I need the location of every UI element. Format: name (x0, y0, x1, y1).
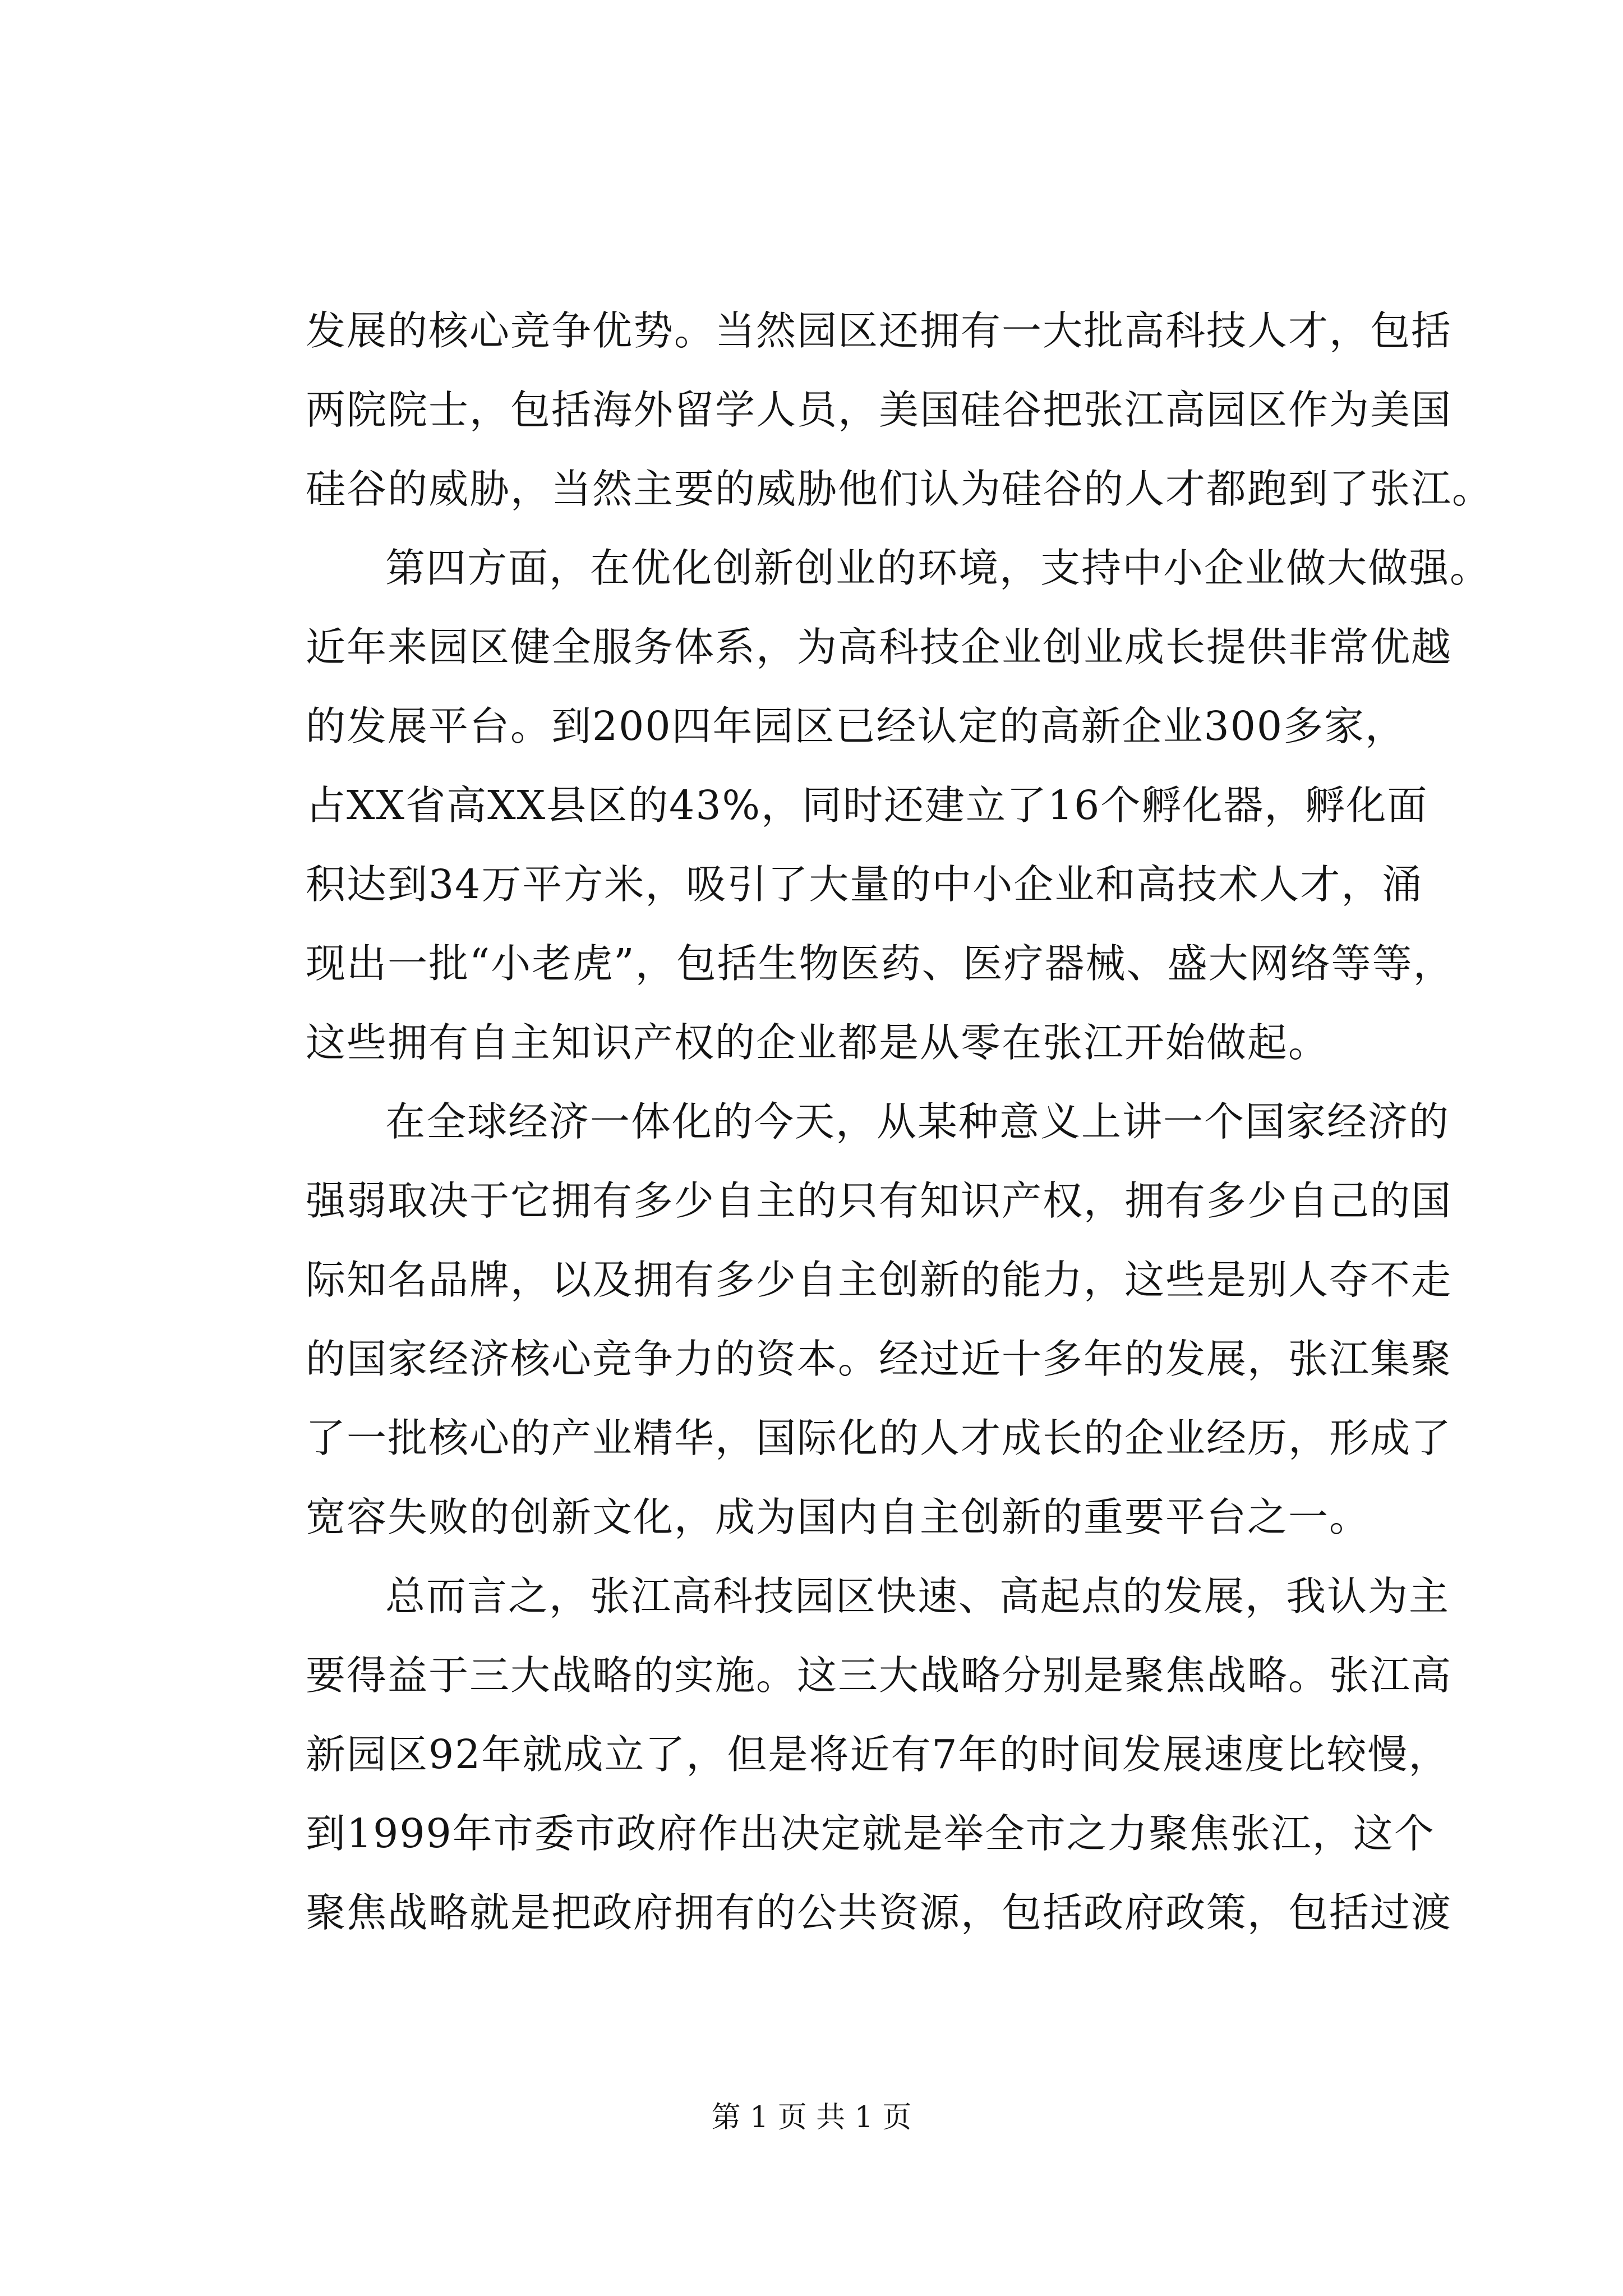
text-line-10: 这些拥有自主知识产权的企业都是从零在张江开始做起。 (306, 1019, 1330, 1066)
text-line-1: 发展的核心竞争优势。当然园区还拥有一大批高科技人才，包括 (306, 307, 1453, 354)
text-line-14: 的国家经济核心竞争力的资本。经过近十多年的发展，张江集聚 (306, 1336, 1453, 1382)
paragraph-summary-start: 总而言之，张江高科技园区快速、高起点的发展，我认为主 (385, 1573, 1450, 1619)
text-line-7: 占XX省高XX县区的43%，同时还建立了16个孵化器，孵化面 (306, 782, 1428, 829)
paragraph-global-start: 在全球经济一体化的今天，从某种意义上讲一个国家经济的 (385, 1098, 1450, 1145)
text-line-18: 要得益于三大战略的实施。这三大战略分别是聚焦战略。张江高 (306, 1652, 1453, 1699)
text-line-5: 近年来园区健全服务体系，为高科技企业创业成长提供非常优越 (306, 624, 1453, 670)
text-line-21: 聚焦战略就是把政府拥有的公共资源，包括政府政策，包括过渡 (306, 1889, 1453, 1936)
text-line-20: 到1999年市委市政府作出决定就是举全市之力聚焦张江，这个 (306, 1810, 1435, 1857)
text-line-16: 宽容失败的创新文化，成为国内自主创新的重要平台之一。 (306, 1494, 1371, 1540)
page-footer: 第 1 页 共 1 页 (711, 2101, 912, 2134)
text-line-19: 新园区92年就成立了，但是将近有7年的时间发展速度比较慢， (306, 1731, 1450, 1778)
paragraph-4-start: 第四方面，在优化创新创业的环境，支持中小企业做大做强。 (385, 545, 1491, 591)
text-line-6: 的发展平台。到200四年园区已经认定的高新企业300多家， (306, 703, 1407, 749)
text-line-9: 现出一批“小老虎”，包括生物医药、医疗器械、盛大网络等等， (306, 940, 1454, 987)
text-line-2: 两院院士，包括海外留学人员，美国硅谷把张江高园区作为美国 (306, 386, 1453, 433)
text-line-13: 际知名品牌，以及拥有多少自主创新的能力，这些是别人夺不走 (306, 1257, 1453, 1303)
text-line-15: 了一批核心的产业精华，国际化的人才成长的企业经历，形成了 (306, 1415, 1453, 1461)
text-line-3: 硅谷的威胁，当然主要的威胁他们认为硅谷的人才都跑到了张江。 (306, 466, 1493, 512)
text-line-8: 积达到34万平方米，吸引了大量的中小企业和高技术人才，涌 (306, 861, 1423, 908)
text-line-12: 强弱取决于它拥有多少自主的只有知识产权，拥有多少自己的国 (306, 1177, 1453, 1224)
